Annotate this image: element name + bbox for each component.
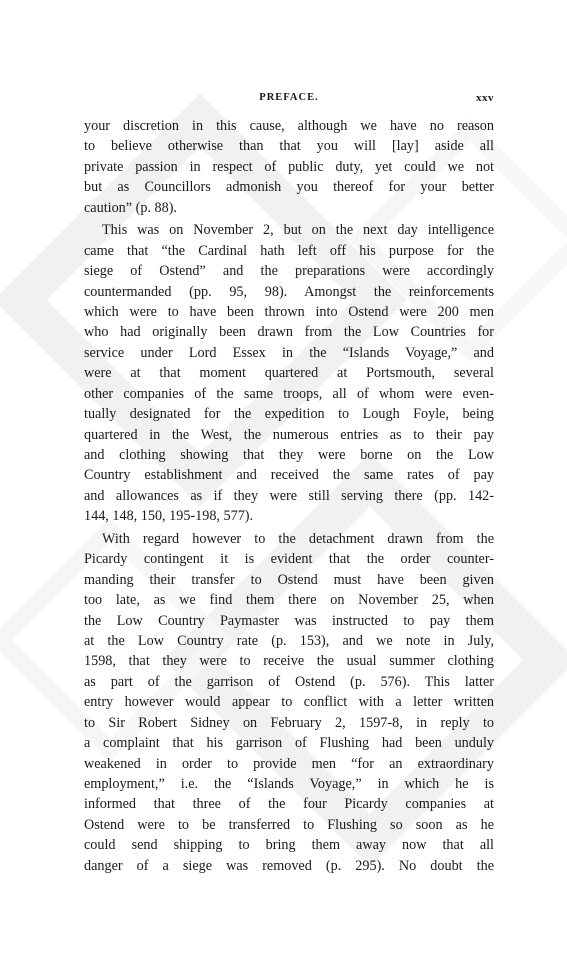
text-line: siege of Ostend” and the preparations were accordingly: [84, 263, 494, 280]
page-number: xxv: [476, 92, 494, 104]
text-line: Country establishment and received the same rates of pay: [84, 467, 494, 484]
text-line: a complaint that his garrison of Flushing had been unduly: [84, 735, 494, 752]
text-line: Ostend were to be transferred to Flushing so soon as he: [84, 816, 494, 833]
text-line: to Sir Robert Sidney on February 2, 1597-8, in reply to: [84, 714, 494, 731]
text-line: too late, as we find them there on November 25, when: [84, 592, 494, 609]
text-line: and allowances as if they were still serving there (pp. 142-: [84, 487, 494, 504]
text-line: quartered in the West, the numerous entries as to their pay: [84, 426, 494, 443]
text-line: Picardy contingent it is evident that the order counter-: [84, 551, 494, 568]
text-line: to believe otherwise than that you will [lay] aside all: [84, 138, 494, 155]
text-line: danger of a siege was removed (p. 295). No doubt the: [84, 857, 494, 874]
text-line: weakened in order to provide men “for an extraordinary: [84, 755, 494, 772]
text-line: entry however would appear to conflict with a letter written: [84, 694, 494, 711]
paragraph: [84, 220, 494, 527]
text-line: This was on November 2, but on the next day intelligence: [102, 222, 494, 239]
text-line: informed that three of the four Picardy companies at: [84, 796, 494, 813]
text-line: came that “the Cardinal hath left off his purpose for the: [84, 242, 494, 259]
text-line: manding their transfer to Ostend must have been given: [84, 571, 494, 588]
text-line: who had originally been drawn from the Low Countries for: [84, 324, 494, 341]
text-line: With regard however to the detachment drawn from the: [102, 530, 494, 547]
text-line: at the Low Country rate (p. 153), and we note in July,: [84, 632, 494, 649]
text-line: were at that moment quartered at Portsmouth, several: [84, 365, 494, 382]
running-title: PREFACE.: [259, 92, 319, 103]
running-head: [84, 92, 494, 108]
text-line: could send shipping to bring them away now that all: [84, 837, 494, 854]
text-line: your discretion in this cause, although we have no reason: [84, 118, 494, 134]
body-text: [84, 116, 494, 876]
text-line: employment,” i.e. the “Islands Voyage,” in which he is: [84, 776, 494, 792]
text-line: but as Councillors admonish you thereof for your better: [84, 179, 494, 196]
text-line: the Low Country Paymaster was instructed to pay them: [84, 612, 494, 629]
text-line: private passion in respect of public duty, yet could we not: [84, 158, 494, 175]
text-line: service under Lord Essex in the “Islands Voyage,” and: [84, 344, 494, 361]
text-line: countermanded (pp. 95, 98). Amongst the reinforcements: [84, 283, 494, 300]
text-line: caution” (p. 88).: [84, 199, 177, 216]
paragraph: [84, 116, 494, 218]
paragraph: [84, 529, 494, 876]
text-line: and clothing showing that they were borne on the Low: [84, 447, 494, 463]
text-line: tually designated for the expedition to Lough Foyle, being: [84, 406, 494, 423]
text-line: other companies of the same troops, all of whom were even-: [84, 385, 494, 402]
text-line: 1598, that they were to receive the usual summer clothing: [84, 653, 494, 670]
text-line: as part of the garrison of Ostend (p. 576). This latter: [84, 673, 494, 690]
text-line: which were to have been thrown into Ostend were 200 men: [84, 303, 494, 320]
text-line: 144, 148, 150, 195-198, 577).: [84, 508, 254, 525]
